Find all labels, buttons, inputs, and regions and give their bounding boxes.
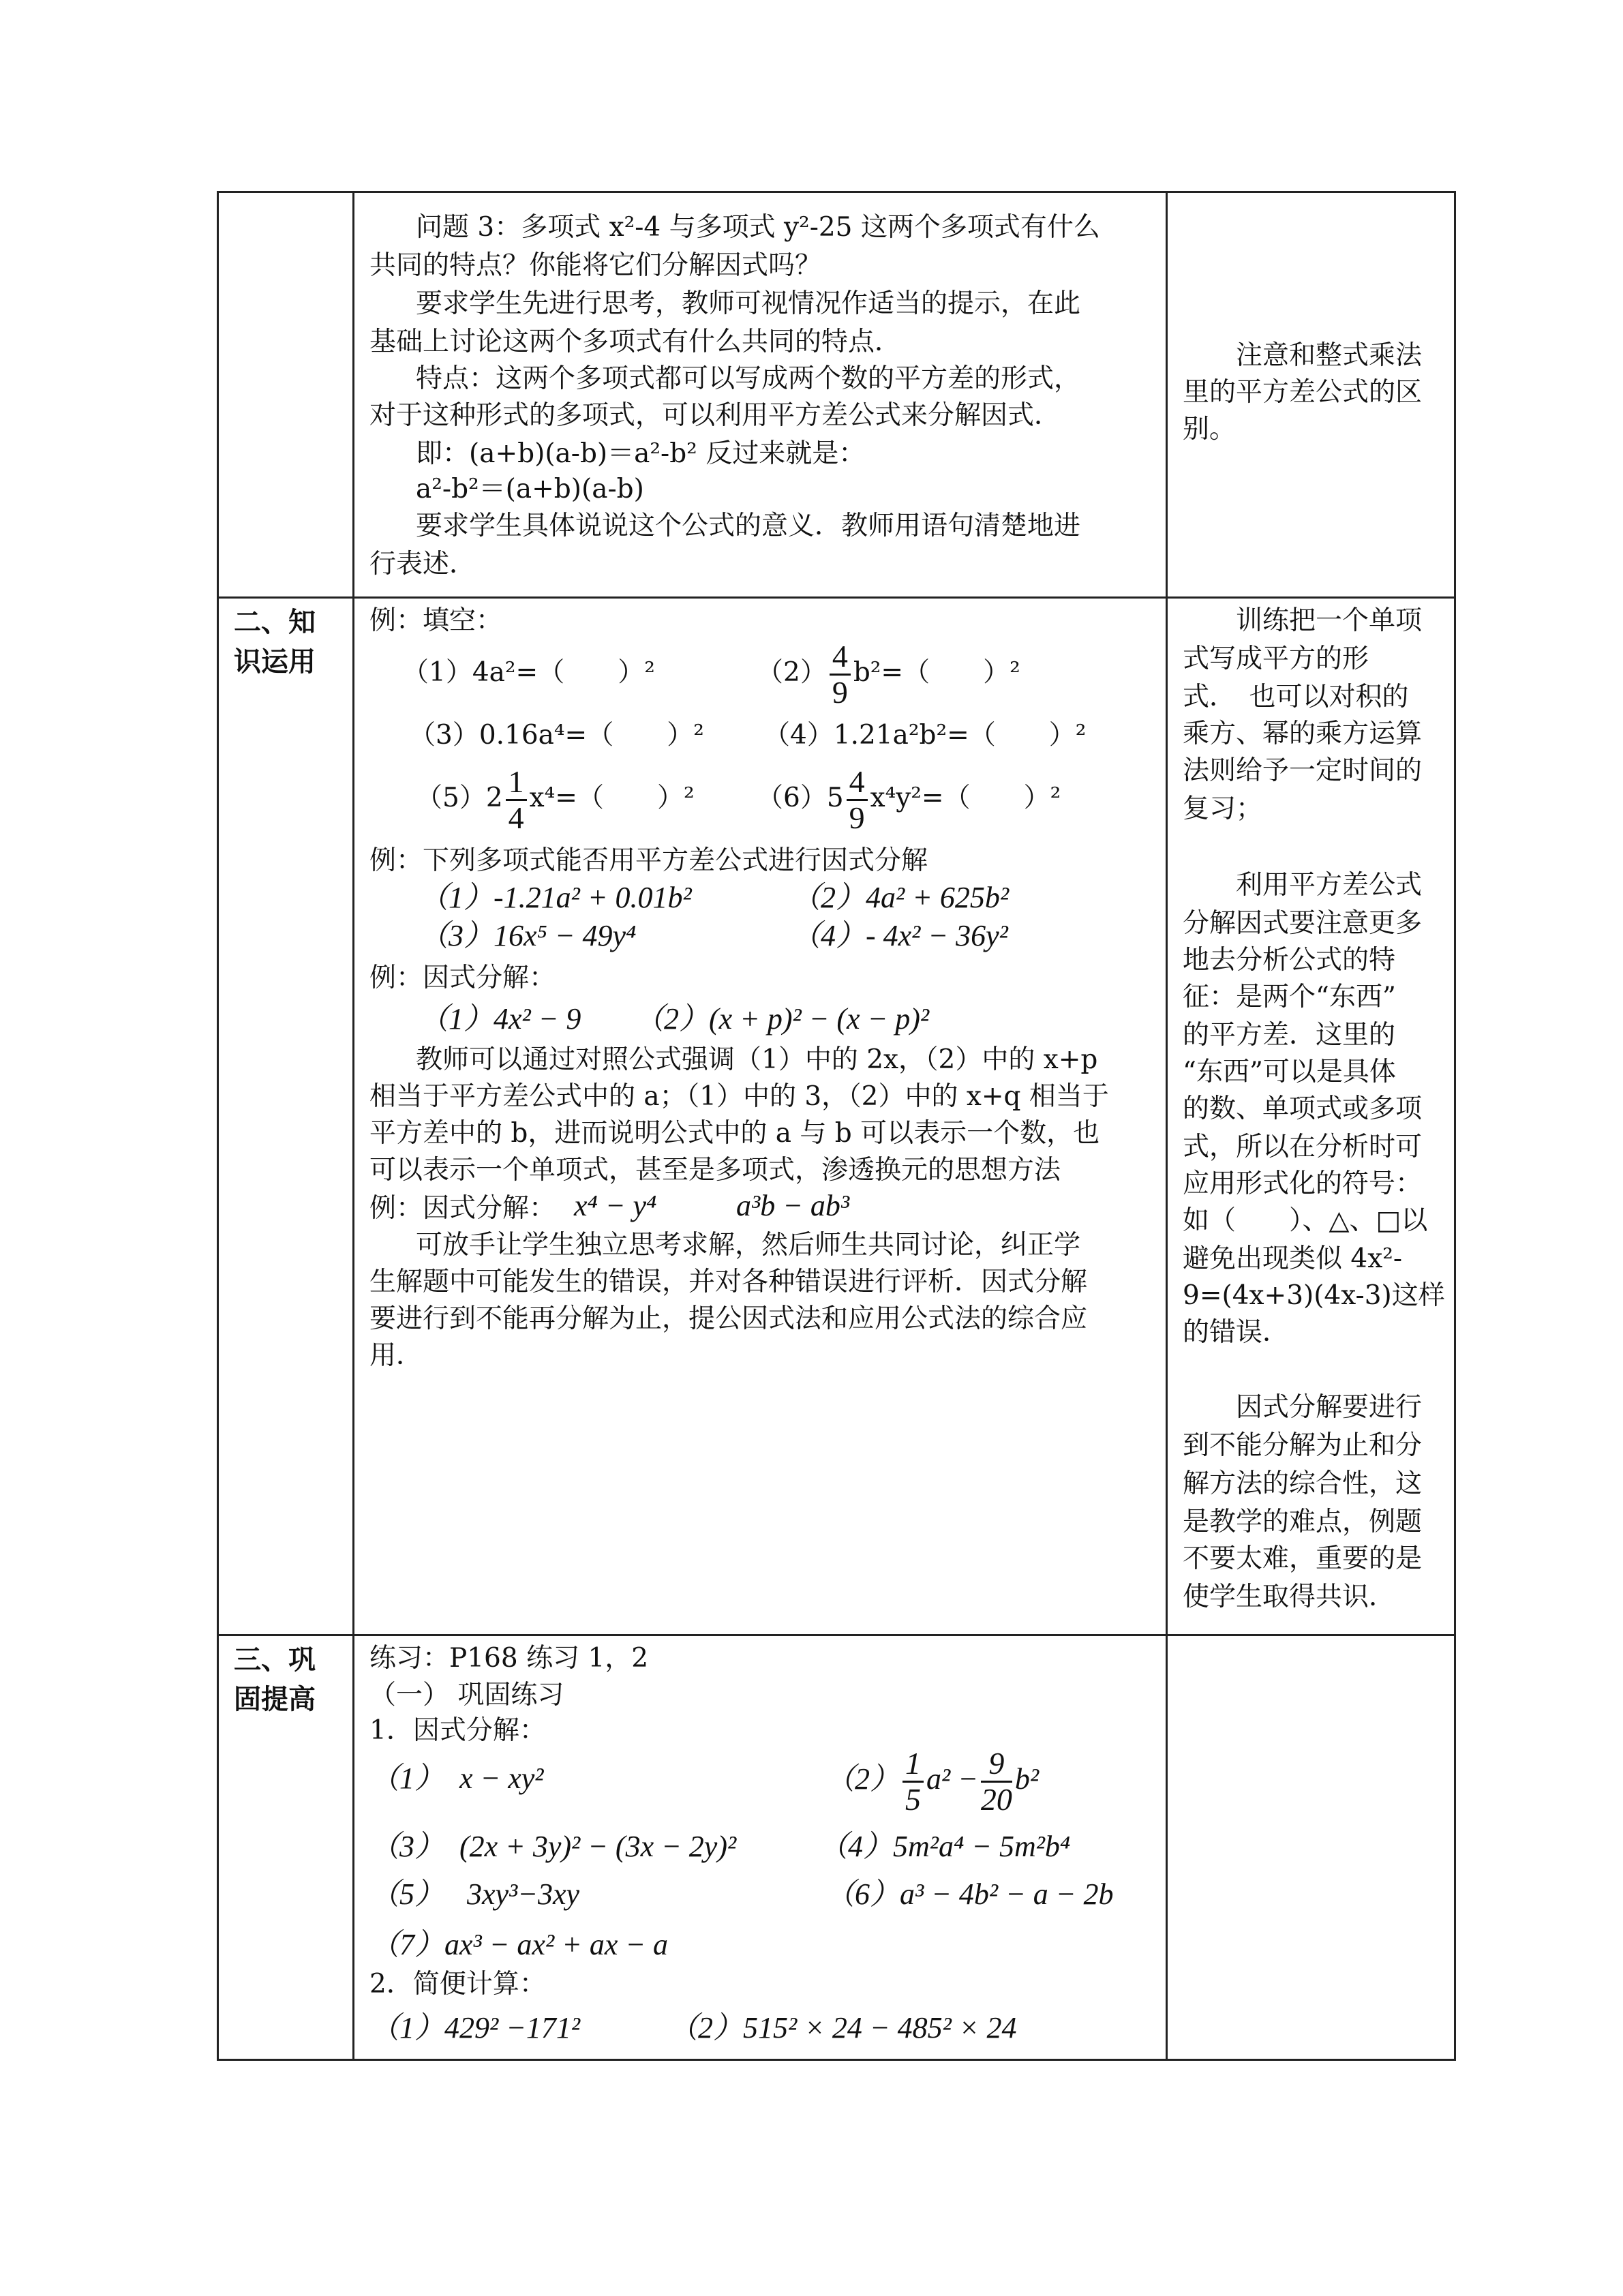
note-text: 乘方、幂的乘方运算 — [1183, 719, 1423, 749]
note-text: 应用形式化的符号： — [1183, 1168, 1423, 1199]
paragraph-text: 问题 3：多项式 x²-4 与多项式 y²-25 这两个多项式有什么 — [416, 212, 1100, 243]
math-item: （4）5m²a⁴ − 5m²b⁴ — [818, 1830, 1071, 1863]
math-item: x⁴ − y⁴ — [574, 1189, 657, 1222]
fill-blank-item: （3）0.16a⁴=（ ）² — [409, 720, 704, 751]
math-item: （7）ax³ − ax² + ax − a — [369, 1928, 669, 1961]
paragraph-text: 要求学生具体说说这个公式的意义．教师用语句清楚地进 — [416, 511, 1081, 541]
math-item: （3）16x⁵ − 49y⁴ — [419, 919, 637, 952]
math-item: （4）- 4x² − 36y² — [791, 919, 1008, 952]
table-row — [218, 1635, 1455, 2060]
note-text: 法则给予一定时间的 — [1183, 755, 1423, 786]
paragraph-text: 特点：这两个多项式都可以写成两个数的平方差的形式， — [416, 363, 1081, 394]
math-item: （1）-1.21a² + 0.01b² — [419, 881, 692, 914]
fill-blank-item: （1）4a²=（ ）² — [402, 657, 655, 688]
note-text: 9=(4x+3)(4x-3)这样 — [1183, 1280, 1445, 1311]
math-item: （6）a³ − 4b² − a − 2b — [825, 1877, 1114, 1911]
paragraph-text: 可以表示一个单项式，甚至是多项式，渗透换元的思想方法 — [369, 1155, 1061, 1185]
fill-blank-item: （4）1.21a²b²=（ ）² — [763, 720, 1087, 751]
table-row — [218, 598, 1455, 1635]
note-text: 解方法的综合性，这 — [1183, 1468, 1423, 1499]
paragraph-text: 教师可以通过对照公式强调（1）中的 2x，（2）中的 x+p — [416, 1044, 1098, 1075]
note-text: 里的平方差公式的区 — [1183, 377, 1423, 408]
example-title: 例：下列多项式能否用平方差公式进行因式分解 — [369, 845, 928, 876]
paragraph-text: 平方差中的 b，进而说明公式中的 a 与 b 可以表示一个数，也 — [369, 1118, 1100, 1149]
section-heading: 固提高 — [234, 1683, 316, 1715]
note-text: 复习； — [1183, 794, 1263, 824]
formula-text: a²-b²＝(a+b)(a-b) — [416, 474, 644, 504]
paragraph-text: 可放手让学生独立思考求解，然后师生共同讨论，纠正学 — [416, 1230, 1081, 1260]
note-text: 利用平方差公式 — [1236, 870, 1423, 901]
row2-note-cell — [1167, 598, 1455, 1635]
paragraph-text: 用． — [369, 1340, 423, 1371]
note-text: 训练把一个单项 — [1236, 605, 1423, 636]
item-title: 1．因式分解： — [369, 1715, 546, 1746]
note-text: 避免出现类似 4x²- — [1183, 1243, 1403, 1274]
note-text: “东西”可以是具体 — [1183, 1057, 1396, 1087]
row1-note-cell — [1167, 192, 1455, 598]
formula-text: 即：(a+b)(a-b)＝a²-b² 反过来就是： — [416, 438, 866, 469]
row1-header-cell — [218, 192, 354, 598]
math-item: （5） 3xy³−3xy — [369, 1877, 579, 1911]
example-title: 例：因式分解： — [369, 1193, 556, 1224]
note-text: 如（ ）、△、□以 — [1183, 1205, 1428, 1236]
table-row — [218, 192, 1455, 598]
fill-blank-item: （6）5 $\frac{4}{9}$ x⁴y²=（ ）² — [757, 764, 1061, 835]
row2-content-cell — [354, 598, 1167, 1635]
subsection-title: （一） 巩固练习 — [369, 1680, 564, 1710]
note-text: 分解因式要注意更多 — [1183, 908, 1423, 939]
practice-reference: 练习：P168 练习 1，2 — [369, 1643, 649, 1674]
note-text: 因式分解要进行 — [1236, 1392, 1423, 1423]
note-text: 征：是两个“东西” — [1183, 982, 1396, 1012]
note-text: 的平方差．这里的 — [1183, 1020, 1396, 1051]
paragraph-text: 生解题中可能发生的错误，并对各种错误进行评析．因式分解 — [369, 1267, 1088, 1297]
example-title: 例：因式分解： — [369, 963, 556, 993]
note-text: 式，所以在分析时可 — [1183, 1132, 1423, 1162]
math-item: （3） (2x + 3y)² − (3x − 2y)² — [369, 1830, 737, 1863]
note-text: 注意和整式乘法 — [1236, 340, 1423, 371]
row1-content-cell — [354, 192, 1167, 598]
math-item: （2）4a² + 625b² — [791, 881, 1010, 914]
paragraph-text: 要求学生先进行思考，教师可视情况作适当的提示，在此 — [416, 288, 1081, 319]
note-text: 的错误． — [1183, 1317, 1290, 1348]
example-title: 例：填空： — [369, 605, 503, 636]
paragraph-text: 基础上讨论这两个多项式有什么共同的特点． — [369, 327, 902, 357]
math-item: （1）429² −171² — [369, 2011, 581, 2044]
math-item: （2）515² × 24 − 485² × 24 — [668, 2011, 1017, 2044]
note-text: 式写成平方的形 — [1183, 644, 1369, 674]
note-text: 式． 也可以对积的 — [1183, 682, 1409, 712]
paragraph-text: 行表述． — [369, 549, 476, 579]
math-item: （1） x − xy² — [369, 1762, 544, 1795]
note-text: 到不能分解为止和分 — [1183, 1430, 1423, 1461]
row3-content-cell — [354, 1635, 1167, 2060]
fill-blank-item: （2） $\frac{4}{9}$ b²=（ ）² — [757, 638, 1020, 710]
math-item: （2）(x + p)² − (x − p)² — [634, 1002, 930, 1036]
paragraph-text: 相当于平方差公式中的 a；（1）中的 3，（2）中的 x+q 相当于 — [369, 1081, 1109, 1112]
note-text: 是教学的难点，例题 — [1183, 1507, 1423, 1537]
section-heading: 二、知 — [234, 606, 316, 638]
note-text: 使学生取得共识． — [1183, 1582, 1396, 1612]
note-text: 的数、单项式或多项 — [1183, 1093, 1423, 1124]
paragraph-text: 共同的特点？你能将它们分解因式吗？ — [369, 250, 822, 281]
note-text: 别。 — [1183, 414, 1237, 444]
paragraph-text: 要进行到不能再分解为止，提公因式法和应用公式法的综合应 — [369, 1303, 1088, 1334]
lesson-plan-table — [217, 191, 1456, 2061]
row3-note-cell — [1167, 1635, 1455, 2060]
fill-blank-item: （5）2 $\frac{1}{4}$ x⁴=（ ）² — [416, 764, 695, 835]
section-heading: 识运用 — [234, 646, 316, 678]
math-item: a³b − ab³ — [736, 1189, 850, 1222]
section-heading: 三、巩 — [234, 1644, 316, 1676]
note-text: 不要太难，重要的是 — [1183, 1543, 1423, 1574]
note-text: 地去分析公式的特 — [1183, 945, 1396, 976]
item-title: 2．简便计算： — [369, 1969, 546, 1999]
paragraph-text: 对于这种形式的多项式，可以利用平方差公式来分解因式． — [369, 400, 1061, 431]
row3-header-cell — [218, 1635, 354, 2060]
math-item: （2） $\frac{1}{5}$ a² − $\frac{9}{20}$ b² — [825, 1746, 1040, 1817]
math-item: （1）4x² − 9 — [419, 1002, 581, 1036]
row2-header-cell — [218, 598, 354, 1635]
